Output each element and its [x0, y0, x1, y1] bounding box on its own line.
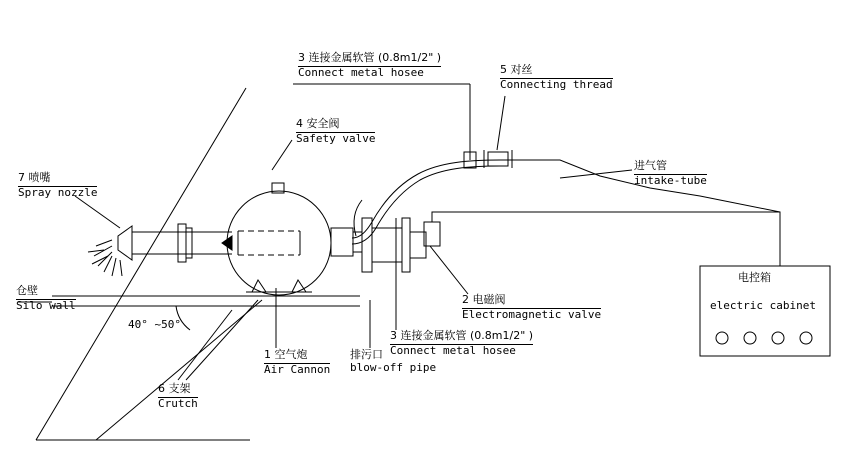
- label-hose-bottom-en: Connect metal hosee: [390, 343, 516, 357]
- label-spray-nozzle-en: Spray nozzle: [18, 185, 98, 199]
- label-hose-top: [298, 52, 441, 79]
- support-leg-right: [292, 280, 306, 292]
- label-silo-wall-cn: 仓壁: [16, 285, 76, 300]
- label-silo-wall-en: Silo wall: [16, 298, 76, 312]
- label-air-cannon-en: Air Cannon: [264, 362, 331, 376]
- label-solenoid-valve-en: Electromagnetic valve: [462, 307, 602, 321]
- leader-thread: [497, 96, 505, 150]
- label-safety-valve-en: Safety valve: [296, 131, 376, 145]
- electric-cable: [432, 212, 780, 266]
- label-spray-nozzle-cn: 7 喷嘴: [18, 172, 97, 187]
- label-connecting-thread-cn: 5 对丝: [500, 64, 613, 79]
- solenoid-valve-body: [372, 228, 402, 262]
- tank-neck: [331, 228, 353, 256]
- label-hose-bottom-cn: 3 连接金属软管 (0.8m1/2" ): [390, 330, 533, 345]
- label-electric-cabinet-en: electric cabinet: [710, 299, 816, 312]
- label-intake-tube-cn: 进气管: [634, 160, 707, 175]
- valve-flange-right: [402, 218, 410, 272]
- air-cannon-tank: [227, 191, 331, 295]
- label-air-cannon: [264, 349, 330, 376]
- outlet-flange-1: [178, 224, 186, 262]
- label-electric-cabinet: [738, 272, 771, 285]
- leader-solenoid: [430, 246, 468, 294]
- label-solenoid-valve: [462, 294, 601, 321]
- label-electric-cabinet-cn: 电控箱: [738, 271, 771, 284]
- cabinet-lamp: [744, 332, 756, 344]
- label-solenoid-valve-cn: 2 电磁阀: [462, 294, 601, 309]
- connecting-thread-fitting: [488, 152, 508, 166]
- cabinet-lamp: [772, 332, 784, 344]
- label-crutch-en: Crutch: [158, 396, 198, 410]
- label-blow-off-pipe: [350, 349, 436, 374]
- cabinet-lamp: [800, 332, 812, 344]
- label-spray-nozzle: [18, 172, 97, 199]
- label-crutch-cn: 6 支架: [158, 383, 198, 398]
- leader-crutch-2: [186, 300, 258, 380]
- label-intake-tube: [634, 160, 707, 187]
- support-leg-left: [252, 280, 266, 292]
- cabinet-lamp: [716, 332, 728, 344]
- label-blow-off-pipe-cn: 排污口: [350, 348, 383, 361]
- leader-crutch-1: [178, 310, 232, 380]
- label-connecting-thread: [500, 64, 613, 91]
- label-intake-tube-en: intake-tube: [634, 173, 707, 187]
- label-connecting-thread-en: Connecting thread: [500, 77, 613, 91]
- label-hose-top-cn: 3 连接金属软管 (0.8m1/2" ): [298, 52, 441, 67]
- air-supply-pipe: [352, 160, 780, 238]
- valve-flange-left: [362, 218, 372, 272]
- label-blow-off-pipe-en: blow-off pipe: [350, 360, 437, 374]
- label-safety-valve: [296, 118, 375, 145]
- spray-nozzle-cone: [118, 226, 132, 260]
- label-angle-note: 40° ~50°: [128, 318, 181, 331]
- label-crutch: [158, 383, 198, 410]
- leader-safety-valve: [272, 140, 292, 170]
- leader-spray-nozzle: [75, 196, 120, 228]
- label-hose-top-en: Connect metal hosee: [298, 65, 424, 79]
- silo-slope-upper: [36, 88, 246, 440]
- label-safety-valve-cn: 4 安全阀: [296, 118, 375, 133]
- label-air-cannon-cn: 1 空气炮: [264, 349, 330, 364]
- label-electric-cabinet-en-wrap: [710, 300, 816, 313]
- label-silo-wall: [16, 285, 76, 312]
- spray-pattern: [88, 240, 122, 276]
- hose-curve: [354, 200, 362, 236]
